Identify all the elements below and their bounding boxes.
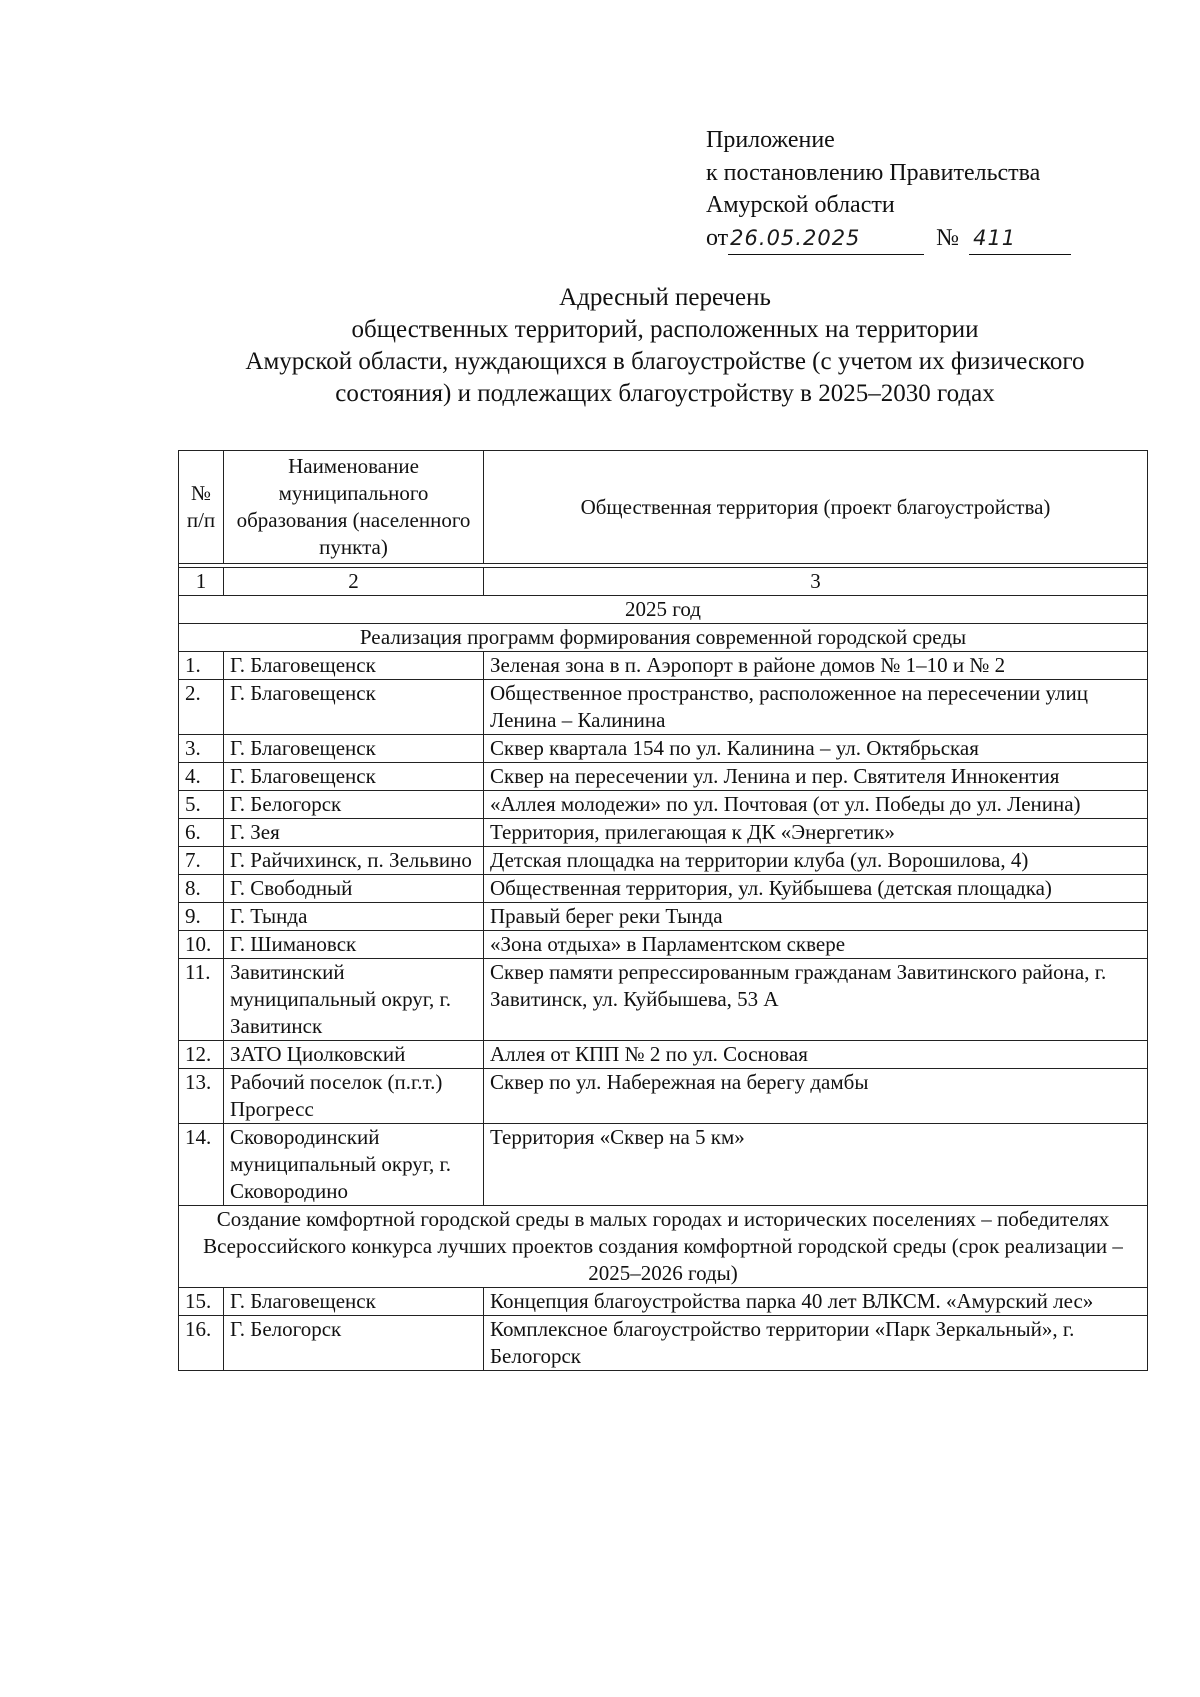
- row-territory: Сквер по ул. Набережная на берегу дамбы: [484, 1069, 1148, 1124]
- table-row: [179, 735, 1148, 763]
- row-municipality: Г. Благовещенск: [224, 652, 484, 680]
- table-row: [179, 931, 1148, 959]
- section-1-row: [179, 624, 1148, 652]
- handwritten-date: 26.05.2025: [730, 225, 861, 250]
- table-row: [179, 791, 1148, 819]
- row-number: 16.: [179, 1316, 224, 1371]
- row-municipality: Г. Белогорск: [224, 1316, 484, 1371]
- row-number: 7.: [179, 847, 224, 875]
- appendix-block: [706, 124, 1071, 255]
- row-municipality: Г. Благовещенск: [224, 1288, 484, 1316]
- row-number: 15.: [179, 1288, 224, 1316]
- appendix-line-2: к постановлению Правительства: [706, 159, 1041, 186]
- row-municipality: Г. Шимановск: [224, 931, 484, 959]
- column-number-3: 3: [484, 568, 1148, 596]
- date-prefix: от: [706, 224, 729, 251]
- row-territory: Правый берег реки Тында: [484, 903, 1148, 931]
- column-number-2: 2: [224, 568, 484, 596]
- row-municipality: Г. Благовещенск: [224, 680, 484, 735]
- row-municipality: ЗАТО Циолковский: [224, 1041, 484, 1069]
- row-number: 8.: [179, 875, 224, 903]
- table-row: [179, 903, 1148, 931]
- row-municipality: Г. Благовещенск: [224, 735, 484, 763]
- row-number: 3.: [179, 735, 224, 763]
- row-territory: Сквер памяти репрессированным гражданам Завитинского района, г. Завитинск, ул. Куйбышева, 53 А: [484, 959, 1148, 1041]
- title-line-3: Амурской области, нуждающихся в благоустройстве (с учетом их физического: [245, 348, 1085, 375]
- table-row: [179, 1069, 1148, 1124]
- table-row: [179, 1041, 1148, 1069]
- table-row: [179, 959, 1148, 1041]
- row-territory: Территория, прилегающая к ДК «Энергетик»: [484, 819, 1148, 847]
- row-number: 2.: [179, 680, 224, 735]
- row-number: 9.: [179, 903, 224, 931]
- table-row: [179, 1288, 1148, 1316]
- table-row: [179, 763, 1148, 791]
- territories-table: [178, 450, 1148, 1371]
- title-line-2: общественных территорий, расположенных на территории: [351, 316, 979, 343]
- row-territory: Детская площадка на территории клуба (ул. Ворошилова, 4): [484, 847, 1148, 875]
- row-territory: «Аллея молодежи» по ул. Почтовая (от ул. Победы до ул. Ленина): [484, 791, 1148, 819]
- title-line-4: состояния) и подлежащих благоустройству в 2025–2030 годах: [335, 380, 995, 407]
- date-field: [728, 222, 924, 256]
- row-number: 11.: [179, 959, 224, 1041]
- row-territory: Сквер на пересечении ул. Ленина и пер. Святителя Иннокентия: [484, 763, 1148, 791]
- row-territory: Зеленая зона в п. Аэропорт в районе домов № 1–10 и № 2: [484, 652, 1148, 680]
- table-header-row: [179, 451, 1148, 564]
- row-number: 13.: [179, 1069, 224, 1124]
- appendix-line-1: Приложение: [706, 127, 835, 153]
- year-row: [179, 596, 1148, 624]
- table-row: [179, 847, 1148, 875]
- document-title: [120, 282, 1200, 410]
- row-territory: Аллея от КПП № 2 по ул. Сосновая: [484, 1041, 1148, 1069]
- row-number: 6.: [179, 819, 224, 847]
- column-numbers-row: [179, 568, 1148, 596]
- number-sign: №: [936, 224, 960, 251]
- row-municipality: Г. Белогорск: [224, 791, 484, 819]
- row-territory: Концепция благоустройства парка 40 лет ВЛКСМ. «Амурский лес»: [484, 1288, 1148, 1316]
- row-territory: Общественная территория, ул. Куйбышева (детская площадка): [484, 875, 1148, 903]
- row-municipality: Г. Зея: [224, 819, 484, 847]
- row-municipality: Г. Свободный: [224, 875, 484, 903]
- row-number: 1.: [179, 652, 224, 680]
- header-territory: Общественная территория (проект благоустройства): [484, 451, 1148, 564]
- row-municipality: Г. Тында: [224, 903, 484, 931]
- number-field: [969, 222, 1071, 256]
- row-municipality: Завитинский муниципальный округ, г. Завитинск: [224, 959, 484, 1041]
- header-number: № п/п: [179, 451, 224, 564]
- column-number-1: 1: [179, 568, 224, 596]
- row-number: 14.: [179, 1124, 224, 1206]
- row-territory: Комплексное благоустройство территории «Парк Зеркальный», г. Белогорск: [484, 1316, 1148, 1371]
- row-municipality: Сковородинский муниципальный округ, г. Сковородино: [224, 1124, 484, 1206]
- handwritten-number: 411: [973, 225, 1017, 250]
- row-municipality: Г. Благовещенск: [224, 763, 484, 791]
- table-row: [179, 875, 1148, 903]
- row-territory: Сквер квартала 154 по ул. Калинина – ул. Октябрьская: [484, 735, 1148, 763]
- table-row: [179, 652, 1148, 680]
- year-label: 2025 год: [179, 596, 1148, 624]
- table-row: [179, 819, 1148, 847]
- appendix-date-number-line: [706, 222, 1071, 256]
- row-number: 10.: [179, 931, 224, 959]
- row-number: 4.: [179, 763, 224, 791]
- table-row: [179, 1316, 1148, 1371]
- section-2-row: [179, 1206, 1148, 1288]
- table-row: [179, 680, 1148, 735]
- row-municipality: Г. Райчихинск, п. Зельвино: [224, 847, 484, 875]
- section-2-title: Создание комфортной городской среды в малых городах и исторических поселениях – победителях Всероссийского конкурса лучших проектов создания комфортной городской среды (срок реализации – 2025–2026 годы): [179, 1206, 1148, 1288]
- title-line-1: Адресный перечень: [559, 284, 771, 311]
- row-municipality: Рабочий поселок (п.г.т.) Прогресс: [224, 1069, 484, 1124]
- header-municipality: Наименование муниципального образования (населенного пункта): [224, 451, 484, 564]
- table-row: [179, 1124, 1148, 1206]
- appendix-line-3: Амурской области: [706, 192, 895, 218]
- row-number: 5.: [179, 791, 224, 819]
- section-1-title: Реализация программ формирования современной городской среды: [179, 624, 1148, 652]
- row-territory: «Зона отдыха» в Парламентском сквере: [484, 931, 1148, 959]
- row-territory: Общественное пространство, расположенное на пересечении улиц Ленина – Калинина: [484, 680, 1148, 735]
- row-territory: Территория «Сквер на 5 км»: [484, 1124, 1148, 1206]
- row-number: 12.: [179, 1041, 224, 1069]
